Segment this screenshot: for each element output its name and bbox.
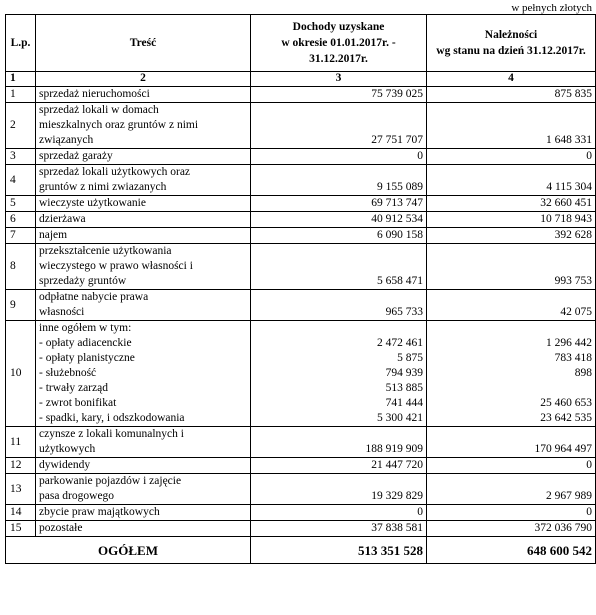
row-income: 188 919 909 — [251, 427, 427, 458]
row-description — [36, 228, 251, 244]
total-row — [6, 537, 596, 564]
row-description-line: odpłatne nabycie prawa — [39, 291, 149, 303]
row-description-line: gruntów z nimi zwiazanych — [39, 181, 167, 193]
row-description — [36, 149, 251, 165]
total-due: 648 600 542 — [427, 537, 596, 564]
header-income-line1: Dochody uzyskane — [292, 21, 385, 33]
row-subitem-label: - trwały zarząd — [39, 382, 108, 394]
col-number-3: 3 — [251, 72, 427, 87]
total-label: OGÓŁEM — [6, 537, 251, 564]
row-lp: 14 — [6, 505, 36, 521]
row-lp: 6 — [6, 212, 36, 228]
row-subitem-label: - spadki, kary, i odszkodowania — [39, 412, 185, 424]
row-description — [36, 196, 251, 212]
row-description — [36, 427, 251, 458]
row-income: 19 329 829 — [251, 474, 427, 505]
table-row — [6, 196, 596, 212]
row-description — [36, 244, 251, 290]
row-due: 0 — [427, 505, 596, 521]
row-income-spacer — [254, 321, 423, 336]
row-description — [36, 321, 251, 427]
row-subitem-income: 513 885 — [385, 382, 423, 394]
table-row — [6, 165, 596, 196]
row-description-line: sprzedaż lokali w domach — [39, 104, 159, 116]
table-row — [6, 149, 596, 165]
row-lp: 1 — [6, 87, 36, 103]
row-description — [36, 212, 251, 228]
row-due: 10 718 943 — [427, 212, 596, 228]
row-lp: 12 — [6, 458, 36, 474]
row-income: 69 713 747 — [251, 196, 427, 212]
header-income-line2: w okresie 01.01.2017r. - — [281, 37, 396, 49]
row-description-line: sprzedaż garaży — [39, 150, 113, 162]
row-description — [36, 165, 251, 196]
header-due-line2: wg stanu na dzień 31.12.2017r. — [436, 45, 586, 57]
row-description-line: sprzedaż nieruchomości — [39, 88, 150, 100]
row-description-line: wieczystego w prawo własności i — [39, 260, 193, 272]
row-lp: 10 — [6, 321, 36, 427]
row-due: 875 835 — [427, 87, 596, 103]
col-number-2: 2 — [36, 72, 251, 87]
row-description-line: zbycie praw majątkowych — [39, 506, 160, 518]
row-income: 0 — [251, 149, 427, 165]
row-income: 40 912 534 — [251, 212, 427, 228]
table-row — [6, 458, 596, 474]
table-row — [6, 290, 596, 321]
header-due — [427, 15, 596, 72]
row-lp: 8 — [6, 244, 36, 290]
header-content: Treść — [36, 15, 251, 72]
row-income: 21 447 720 — [251, 458, 427, 474]
row-lp: 11 — [6, 427, 36, 458]
row-income: 5 658 471 — [251, 244, 427, 290]
table-row — [6, 103, 596, 149]
unit-note: w pełnych złotych — [511, 2, 592, 14]
row-description-line: czynsze z lokali komunalnych i — [39, 428, 184, 440]
col-number-4: 4 — [427, 72, 596, 87]
row-description-line: sprzedaż lokali użytkowych oraz — [39, 166, 191, 178]
row-subitem-income: 5 300 421 — [377, 412, 423, 424]
row-due: 392 628 — [427, 228, 596, 244]
row-due: 170 964 497 — [427, 427, 596, 458]
col-number-1: 1 — [6, 72, 36, 87]
row-due — [427, 321, 596, 427]
row-subitem-due — [430, 381, 592, 396]
row-subitem-label: - zwrot bonifikat — [39, 397, 117, 409]
header-due-line1: Należności — [484, 29, 538, 41]
row-description-line: przekształcenie użytkowania — [39, 245, 172, 257]
row-lp: 3 — [6, 149, 36, 165]
row-subitem-due: 25 460 653 — [540, 397, 592, 409]
table-row — [6, 427, 596, 458]
row-description — [36, 458, 251, 474]
row-income: 27 751 707 — [251, 103, 427, 149]
row-due: 4 115 304 — [427, 165, 596, 196]
row-subitem-income: 794 939 — [385, 367, 423, 379]
row-income: 75 739 025 — [251, 87, 427, 103]
row-income: 0 — [251, 505, 427, 521]
row-lp: 5 — [6, 196, 36, 212]
row-lp: 2 — [6, 103, 36, 149]
row-due-spacer — [430, 321, 592, 336]
row-subitem-due: 1 296 442 — [546, 337, 592, 349]
row-description-line: dywidendy — [39, 459, 91, 471]
row-lp: 4 — [6, 165, 36, 196]
table-row — [6, 228, 596, 244]
table-row — [6, 244, 596, 290]
row-subitem-label: - służebność — [39, 367, 97, 379]
table-body — [6, 87, 596, 564]
row-description-line: związanych — [39, 134, 94, 146]
table-row — [6, 474, 596, 505]
row-description — [36, 505, 251, 521]
header-lp: L.p. — [6, 15, 36, 72]
row-subitem-label: - opłaty adiacenckie — [39, 337, 132, 349]
row-description-line: najem — [39, 229, 68, 241]
header-income-line3: 31.12.2017r. — [309, 53, 368, 65]
row-description-line: dzierżawa — [39, 213, 86, 225]
row-description-line: mieszkalnych oraz gruntów z nimi — [39, 119, 199, 131]
row-due: 0 — [427, 149, 596, 165]
row-subitem-income: 5 875 — [397, 352, 423, 364]
row-income: 9 155 089 — [251, 165, 427, 196]
row-lp: 9 — [6, 290, 36, 321]
row-description-line: pasa drogowego — [39, 490, 115, 502]
row-due: 42 075 — [427, 290, 596, 321]
row-description — [36, 290, 251, 321]
table-row-other — [6, 321, 596, 427]
row-description — [36, 521, 251, 537]
row-subitem-income: 741 444 — [385, 397, 423, 409]
row-lp: 7 — [6, 228, 36, 244]
row-due: 0 — [427, 458, 596, 474]
row-due: 32 660 451 — [427, 196, 596, 212]
table-row — [6, 505, 596, 521]
row-description-line: wieczyste użytkowanie — [39, 197, 146, 209]
row-lp: 15 — [6, 521, 36, 537]
row-income: 37 838 581 — [251, 521, 427, 537]
revenue-table — [5, 14, 596, 564]
row-description — [36, 474, 251, 505]
row-subitem-label: - opłaty planistyczne — [39, 352, 135, 364]
row-income — [251, 321, 427, 427]
table-row — [6, 87, 596, 103]
row-due: 2 967 989 — [427, 474, 596, 505]
row-subitem-income: 2 472 461 — [377, 337, 423, 349]
row-subitem-due: 898 — [574, 367, 592, 379]
row-due: 1 648 331 — [427, 103, 596, 149]
row-lp: 13 — [6, 474, 36, 505]
row-description-line: parkowanie pojazdów i zajęcie — [39, 475, 182, 487]
row-due: 372 036 790 — [427, 521, 596, 537]
table-row — [6, 521, 596, 537]
row-income: 6 090 158 — [251, 228, 427, 244]
row-description-line: użytkowych — [39, 443, 96, 455]
row-description-line: sprzedaży gruntów — [39, 275, 127, 287]
table-row — [6, 212, 596, 228]
row-description-line: własności — [39, 306, 85, 318]
row-description-title: inne ogółem w tym: — [39, 322, 132, 334]
row-income: 965 733 — [251, 290, 427, 321]
header-income — [251, 15, 427, 72]
row-subitem-due: 23 642 535 — [540, 412, 592, 424]
row-due: 993 753 — [427, 244, 596, 290]
row-subitem-due: 783 418 — [554, 352, 592, 364]
row-description — [36, 103, 251, 149]
row-description — [36, 87, 251, 103]
total-income: 513 351 528 — [251, 537, 427, 564]
row-description-line: pozostałe — [39, 522, 83, 534]
